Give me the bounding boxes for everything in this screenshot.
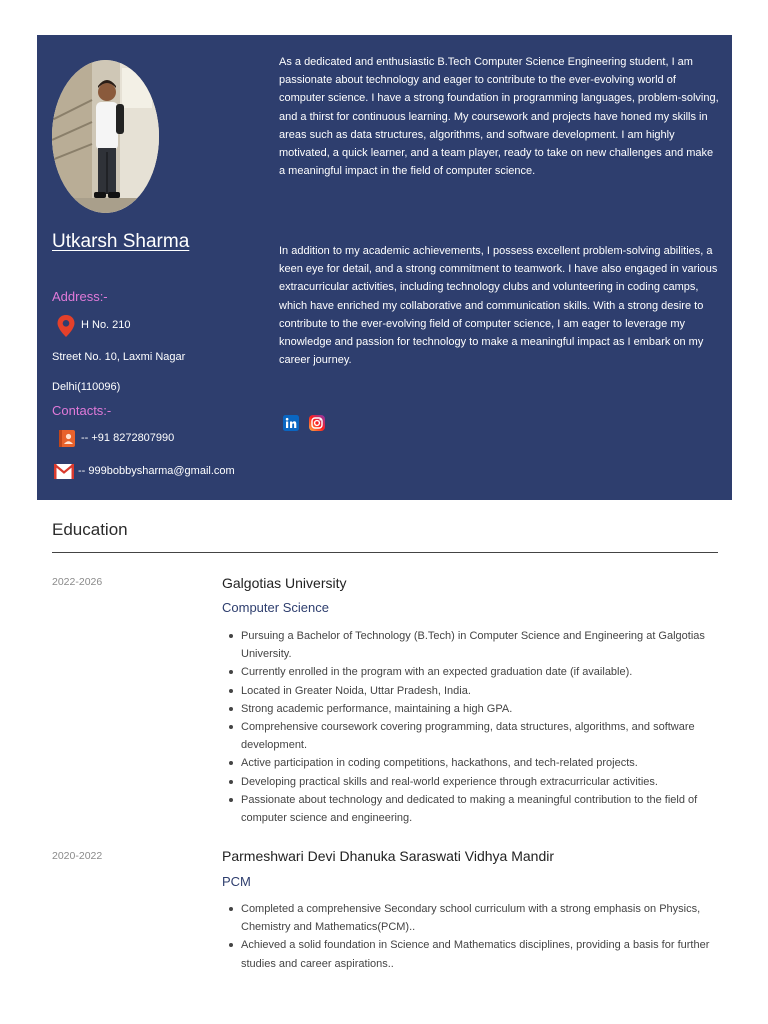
address-label: Address:-	[52, 289, 108, 304]
education-school-2: Parmeshwari Devi Dhanuka Saraswati Vidhya Mandir	[222, 848, 555, 864]
education-bullets-1	[241, 627, 721, 827]
profile-photo-illustration	[52, 60, 159, 213]
contacts-label: Contacts:-	[52, 403, 112, 418]
profile-header	[37, 35, 732, 500]
address-line-house: H No. 210	[81, 319, 131, 331]
education-title: Education	[52, 520, 128, 539]
contact-book-icon	[59, 430, 75, 447]
list-item: Developing practical skills and real-world experience through extracurricular activities.	[241, 773, 721, 791]
profile-name: Utkarsh Sharma	[52, 231, 190, 252]
list-item: Completed a comprehensive Secondary school curriculum with a strong emphasis on Physics, Chemistry and Mathematics(PCM)..	[241, 900, 721, 936]
linkedin-icon[interactable]	[283, 415, 299, 431]
list-item: Active participation in coding competitions, hackathons, and tech-related projects.	[241, 754, 721, 772]
address-line-street: Street No. 10, Laxmi Nagar	[52, 351, 186, 363]
education-bullets-2	[241, 900, 721, 973]
instagram-icon[interactable]	[309, 415, 325, 431]
education-years-1: 2022-2026	[52, 576, 103, 588]
summary-paragraph-2: In addition to my academic achievements, I possess excellent problem-solving abilities, a keen eye for detail, and a strong commitment to teamwork. I have also engaged in various extracurricular activities, including technology clubs and volunteering in coding camps, which have enriched my collaborative and communication skills. With a strong desire to contribute to the ever-evolving field of computer science, I am eager to leverage my knowledge and passion for technology to make a meaningful impact as I embark on my career journey.	[279, 245, 718, 367]
list-item: Currently enrolled in the program with an expected graduation date (if available).	[241, 663, 721, 681]
list-item: Strong academic performance, maintaining a high GPA.	[241, 700, 721, 718]
education-school-1: Galgotias University	[222, 575, 347, 591]
education-divider	[52, 552, 718, 553]
list-item: Pursuing a Bachelor of Technology (B.Tech) in Computer Science and Engineering at Galgotias University.	[241, 627, 721, 663]
address-line-city: Delhi(110096)	[52, 381, 121, 393]
list-item: Located in Greater Noida, Uttar Pradesh, India.	[241, 682, 721, 700]
list-item: Comprehensive coursework covering programming, data structures, algorithms, and software development.	[241, 718, 721, 754]
education-years-2: 2020-2022	[52, 850, 103, 862]
summary-paragraph-1: As a dedicated and enthusiastic B.Tech Computer Science Engineering student, I am passionate about technology and eager to contribute to the ever-evolving world of computer science. I have a strong foundation in programming languages, problem-solving, and a thirst for continuous learning. My coursework and projects have honed my skills in areas such as data structures, algorithms, and software development. I am highly motivated, a quick learner, and a team player, ready to take on new challenges and make a meaningful impact in the field of computer science.	[279, 56, 719, 178]
phone-number[interactable]: -- +91 8272807990	[81, 432, 175, 444]
mail-icon	[54, 464, 74, 479]
education-degree-2: PCM	[222, 874, 251, 889]
location-pin-icon	[57, 315, 75, 337]
email-address[interactable]: -- 999bobbysharma@gmail.com	[78, 465, 235, 477]
profile-photo	[52, 60, 159, 213]
list-item: Passionate about technology and dedicated to making a meaningful contribution to the field of computer science and engineering.	[241, 791, 721, 827]
education-degree-1: Computer Science	[222, 600, 329, 615]
list-item: Achieved a solid foundation in Science and Mathematics disciplines, providing a basis for further studies and career aspirations..	[241, 936, 721, 972]
